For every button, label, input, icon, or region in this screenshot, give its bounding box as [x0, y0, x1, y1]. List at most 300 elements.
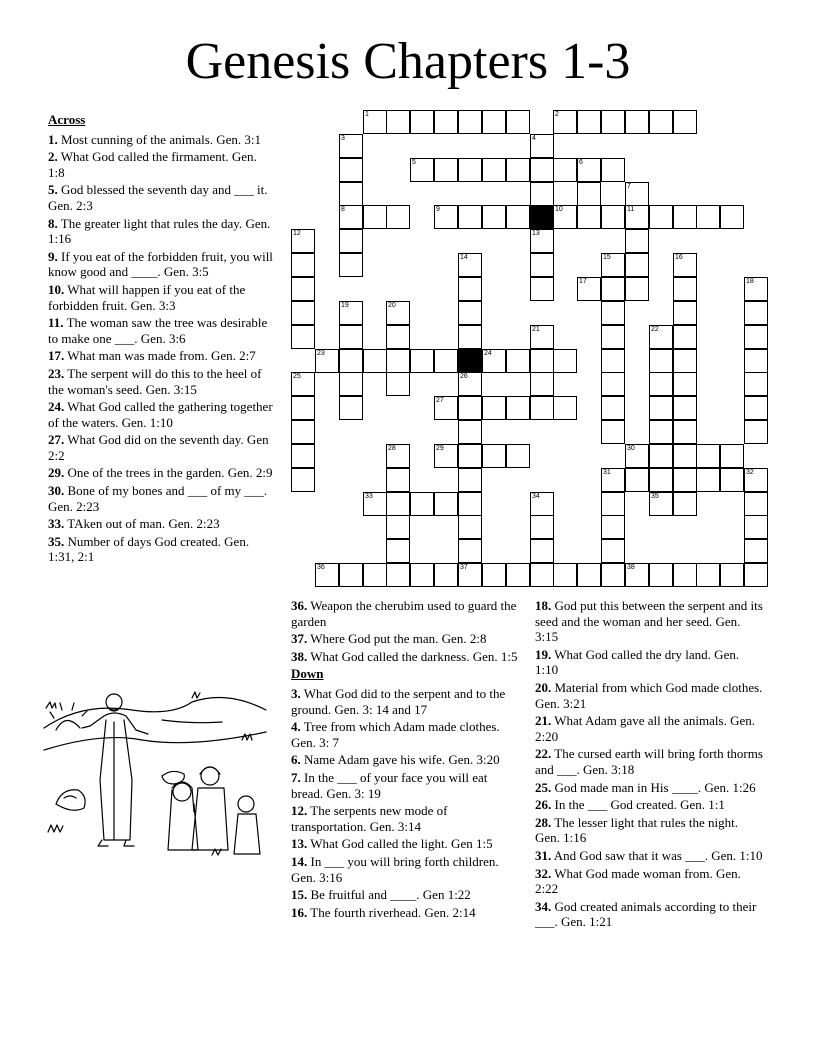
crossword-cell[interactable] — [339, 325, 363, 349]
crossword-cell[interactable] — [744, 468, 768, 492]
crossword-cell[interactable] — [530, 134, 554, 158]
crossword-cell[interactable] — [434, 158, 458, 182]
crossword-cell[interactable] — [673, 205, 697, 229]
crossword-cell[interactable] — [458, 444, 482, 468]
crossword-cell[interactable] — [601, 325, 625, 349]
crossword-cell[interactable] — [673, 444, 697, 468]
crossword-cell[interactable] — [386, 515, 410, 539]
cell-number: 30 — [627, 445, 635, 452]
clue-item — [48, 216, 276, 247]
crossword-cell[interactable] — [291, 396, 315, 420]
clue-item — [291, 905, 519, 921]
clue-number: 16. — [291, 904, 308, 920]
crossword-cell[interactable] — [577, 563, 601, 587]
clue-number: 33. — [48, 516, 65, 532]
crossword-cell[interactable] — [625, 277, 649, 301]
crossword-cell[interactable] — [720, 444, 744, 468]
crossword-cell[interactable] — [506, 563, 530, 587]
clue-text: The lesser light that rules the night. Gen. 1:16 — [535, 814, 739, 846]
crossword-cell[interactable] — [601, 563, 625, 587]
crossword-cell[interactable] — [291, 372, 315, 396]
crossword-cell[interactable] — [458, 492, 482, 516]
crossword-cell[interactable] — [601, 539, 625, 563]
crossword-cell[interactable] — [291, 301, 315, 325]
crossword-cell[interactable] — [530, 253, 554, 277]
clue-number: 32. — [535, 865, 552, 881]
crossword-cell[interactable] — [553, 396, 577, 420]
crossword-cell[interactable] — [482, 563, 506, 587]
clue-item — [535, 598, 763, 645]
across-list — [48, 132, 276, 565]
crossword-cell[interactable] — [649, 325, 673, 349]
crossword-cell[interactable] — [530, 182, 554, 206]
cell-number: 11 — [627, 206, 635, 213]
crossword-cell[interactable] — [458, 110, 482, 134]
crossword-cell[interactable] — [482, 444, 506, 468]
clue-number: 3. — [291, 685, 301, 701]
cell-number: 15 — [603, 254, 611, 261]
clue-text: The serpents new mode of transportation. Gen. 3:14 — [291, 803, 448, 834]
clue-number: 24. — [48, 399, 65, 415]
page-title: Genesis Chapters 1-3 — [185, 33, 631, 90]
cell-number: 19 — [341, 302, 349, 309]
crossword-cell[interactable] — [649, 420, 673, 444]
crossword-cell[interactable] — [625, 563, 649, 587]
crossword-cell[interactable] — [458, 158, 482, 182]
crossword-cell[interactable] — [410, 492, 434, 516]
clue-item — [535, 866, 763, 897]
cell-number: 2 — [555, 111, 559, 118]
crossword-cell[interactable] — [601, 420, 625, 444]
clue-item — [535, 797, 763, 813]
clue-item — [48, 432, 276, 463]
crossword-cell[interactable] — [530, 158, 554, 182]
clue-text: The serpent will do this to the heel of the woman's seed. Gen. 3:15 — [48, 365, 262, 397]
crossword-cell[interactable] — [649, 349, 673, 373]
clue-item — [535, 780, 763, 796]
crossword-cell[interactable] — [577, 182, 601, 206]
crossword-cell[interactable] — [482, 158, 506, 182]
crossword-cell[interactable] — [744, 515, 768, 539]
crossword-cell[interactable] — [363, 110, 387, 134]
cell-number: 27 — [436, 397, 444, 404]
cell-number: 4 — [532, 135, 536, 142]
crossword-cell[interactable] — [744, 372, 768, 396]
crossword-cell[interactable] — [458, 277, 482, 301]
crossword-cell[interactable] — [673, 325, 697, 349]
clue-number: 25. — [535, 779, 552, 795]
clue-number: 17. — [48, 348, 65, 364]
crossword-cell[interactable] — [673, 253, 697, 277]
crossword-cell[interactable] — [458, 205, 482, 229]
crossword-cell[interactable] — [744, 539, 768, 563]
clue-text: What man was made from. Gen. 2:7 — [67, 348, 256, 364]
clue-item — [48, 348, 276, 364]
crossword-cell[interactable] — [339, 205, 363, 229]
clue-number: 37. — [291, 631, 308, 647]
crossword-cell[interactable] — [696, 444, 720, 468]
cell-number: 1 — [365, 111, 369, 118]
crossword-cell[interactable] — [506, 349, 530, 373]
crossword-cell[interactable] — [530, 229, 554, 253]
clue-text: Where God put the man. Gen. 2:8 — [310, 631, 487, 647]
clue-number: 19. — [535, 646, 552, 662]
crossword-cell[interactable] — [434, 492, 458, 516]
clue-text: And God saw that it was ___. Gen. 1:10 — [553, 847, 763, 863]
crossword-cell[interactable] — [530, 349, 554, 373]
cell-number: 21 — [532, 326, 540, 333]
crossword-cell[interactable] — [601, 158, 625, 182]
crossword-cell[interactable] — [386, 468, 410, 492]
crossword-cell[interactable] — [339, 349, 363, 373]
crossword-cell[interactable] — [482, 110, 506, 134]
clue-number: 34. — [535, 898, 552, 914]
crossword-cell[interactable] — [458, 515, 482, 539]
crossword-cell[interactable] — [673, 301, 697, 325]
crossword-cell[interactable] — [530, 325, 554, 349]
cell-number: 3 — [341, 135, 345, 142]
crossword-cell[interactable] — [673, 563, 697, 587]
crossword-cell[interactable] — [363, 563, 387, 587]
crossword-cell[interactable] — [744, 349, 768, 373]
crossword-cell[interactable] — [744, 492, 768, 516]
clue-text: Bone of my bones and ___ of my ___. Gen. 2:23 — [48, 483, 268, 514]
clue-item — [48, 399, 276, 430]
crossword-cell[interactable] — [744, 277, 768, 301]
clue-text: What Adam gave all the animals. Gen. 2:20 — [535, 713, 755, 744]
crossword-cell[interactable] — [458, 539, 482, 563]
crossword-cell[interactable] — [458, 301, 482, 325]
crossword-cell[interactable] — [339, 158, 363, 182]
crossword-cell[interactable] — [744, 301, 768, 325]
crossword-cell[interactable] — [291, 420, 315, 444]
clue-item — [535, 848, 763, 864]
crossword-cell[interactable] — [625, 182, 649, 206]
crossword-cell[interactable] — [601, 515, 625, 539]
cell-number: 26 — [460, 373, 468, 380]
crossword-cell[interactable] — [673, 110, 697, 134]
crossword-cell[interactable] — [625, 205, 649, 229]
crossword-cell[interactable] — [386, 325, 410, 349]
crossword-cell[interactable] — [386, 492, 410, 516]
clue-text: One of the trees in the garden. Gen. 2:9 — [67, 465, 273, 481]
clue-number: 20. — [535, 679, 552, 695]
clue-item — [535, 680, 763, 711]
crossword-cell[interactable] — [601, 492, 625, 516]
crossword-cell[interactable] — [506, 110, 530, 134]
crossword-cell[interactable] — [482, 349, 506, 373]
crossword-cell[interactable] — [530, 396, 554, 420]
crossword-cell[interactable] — [386, 372, 410, 396]
across-list-continued — [291, 598, 519, 664]
right-clues — [535, 598, 763, 932]
clue-number: 7. — [291, 769, 301, 785]
crossword-cell[interactable] — [553, 563, 577, 587]
crossword-cell[interactable] — [506, 158, 530, 182]
crossword-cell[interactable] — [625, 444, 649, 468]
cell-number: 16 — [675, 254, 683, 261]
clue-text: Be fruitful and ____. Gen 1:22 — [310, 887, 471, 903]
crossword-cell[interactable] — [625, 229, 649, 253]
clue-number: 36. — [291, 598, 308, 613]
crossword-cell[interactable] — [649, 563, 673, 587]
crossword-cell[interactable] — [601, 205, 625, 229]
clue-number: 1. — [48, 131, 58, 147]
crossword-cell[interactable] — [601, 349, 625, 373]
clue-number: 11. — [48, 315, 64, 331]
crossword-cell[interactable] — [482, 396, 506, 420]
crossword-cell[interactable] — [506, 205, 530, 229]
crossword-cell[interactable] — [673, 349, 697, 373]
crossword-cell[interactable] — [530, 539, 554, 563]
cell-number: 20 — [388, 302, 396, 309]
clue-item — [48, 282, 276, 313]
crossword-cell[interactable] — [649, 468, 673, 492]
crossword-cell[interactable] — [744, 563, 768, 587]
crossword-cell[interactable] — [720, 563, 744, 587]
cell-number: 8 — [341, 206, 345, 213]
crossword-cell[interactable] — [673, 420, 697, 444]
crossword-cell[interactable] — [553, 205, 577, 229]
clue-item — [48, 483, 276, 514]
crossword-cell[interactable] — [291, 253, 315, 277]
clue-number: 4. — [291, 719, 301, 735]
crossword-cell[interactable] — [649, 205, 673, 229]
crossword-cell[interactable] — [673, 492, 697, 516]
crossword-cell[interactable] — [649, 372, 673, 396]
clue-item — [48, 534, 276, 565]
crossword-cell[interactable] — [601, 301, 625, 325]
down-list-continued — [535, 598, 763, 930]
crossword-cell[interactable] — [530, 372, 554, 396]
crossword-cell[interactable] — [601, 396, 625, 420]
clue-text: The cursed earth will bring forth thorms and ___. Gen. 3:18 — [535, 746, 763, 777]
clue-item — [291, 752, 519, 768]
clue-text: Weapon the cherubim used to guard the garden — [291, 598, 517, 629]
clue-text: The woman saw the tree was desirable to make one ___. Gen. 3:6 — [48, 315, 268, 346]
crossword-cell[interactable] — [386, 205, 410, 229]
crossword-cell[interactable] — [339, 396, 363, 420]
crossword-cell[interactable] — [577, 277, 601, 301]
crossword-cell[interactable] — [649, 396, 673, 420]
crossword-cell[interactable] — [696, 205, 720, 229]
crossword-cell[interactable] — [744, 325, 768, 349]
clue-number: 2. — [48, 149, 58, 165]
crossword-cell[interactable] — [291, 229, 315, 253]
clue-item — [48, 182, 276, 213]
crossword-cell[interactable] — [363, 349, 387, 373]
crossword-cell[interactable] — [386, 539, 410, 563]
cell-number: 17 — [579, 278, 587, 285]
crossword-cell[interactable] — [744, 396, 768, 420]
crossword-cell[interactable] — [506, 444, 530, 468]
crossword-cell[interactable] — [696, 468, 720, 492]
crossword-cell[interactable] — [339, 134, 363, 158]
crossword-cell[interactable] — [291, 325, 315, 349]
cell-number: 14 — [460, 254, 468, 261]
clue-text: TAken out of man. Gen. 2:23 — [67, 516, 220, 532]
down-heading: Down — [291, 666, 324, 682]
crossword-cell[interactable] — [386, 563, 410, 587]
cell-number: 5 — [412, 159, 416, 166]
crossword-cell[interactable] — [291, 277, 315, 301]
across-heading: Across — [48, 112, 86, 127]
clue-text: Tree from which Adam made clothes. Gen. 3: 7 — [291, 719, 500, 750]
crossword-cell[interactable] — [339, 182, 363, 206]
clue-item — [535, 647, 763, 678]
clue-item — [291, 854, 519, 885]
crossword-cell[interactable] — [649, 492, 673, 516]
crossword-cell[interactable] — [530, 563, 554, 587]
crossword-cell[interactable] — [458, 420, 482, 444]
clue-item — [48, 516, 276, 532]
crossword-cell[interactable] — [553, 349, 577, 373]
crossword-cell[interactable] — [673, 372, 697, 396]
clue-text: What God made woman from. Gen. 2:22 — [535, 865, 741, 897]
crossword-cell[interactable] — [434, 349, 458, 373]
jesus-teaching-children-drawing — [42, 680, 268, 862]
middle-clues — [291, 598, 519, 922]
crossword-cell[interactable] — [410, 158, 434, 182]
clue-text: Number of days God created. Gen. 1:31, 2:1 — [48, 533, 250, 565]
clue-number: 14. — [291, 853, 308, 869]
crossword-cell[interactable] — [339, 563, 363, 587]
crossword-cell[interactable] — [673, 277, 697, 301]
clue-text: What God did on the seventh day. Gen 2:2 — [48, 432, 269, 463]
crossword-cell[interactable] — [553, 110, 577, 134]
crossword-cell[interactable] — [386, 301, 410, 325]
clue-item — [291, 887, 519, 903]
cell-number: 33 — [365, 493, 373, 500]
crossword-cell[interactable] — [458, 253, 482, 277]
crossword-cell[interactable] — [291, 468, 315, 492]
crossword-cell[interactable] — [458, 396, 482, 420]
crossword-black-cell — [530, 205, 554, 229]
crossword-cell[interactable] — [696, 563, 720, 587]
crossword-cell[interactable] — [625, 110, 649, 134]
crossword-cell[interactable] — [649, 444, 673, 468]
clue-number: 28. — [535, 814, 552, 830]
cell-number: 32 — [746, 469, 754, 476]
clue-number: 15. — [291, 887, 308, 903]
clue-item — [48, 315, 276, 346]
crossword-cell[interactable] — [601, 372, 625, 396]
clue-item — [291, 836, 519, 852]
crossword-cell[interactable] — [673, 396, 697, 420]
crossword-cell[interactable] — [291, 444, 315, 468]
clue-number: 22. — [535, 746, 552, 762]
crossword-cell[interactable] — [673, 468, 697, 492]
crossword-cell[interactable] — [386, 349, 410, 373]
clue-item — [291, 686, 519, 717]
crossword-cell[interactable] — [744, 420, 768, 444]
clue-text: What God called the gathering together of the waters. Gen. 1:10 — [48, 399, 273, 430]
crossword-cell[interactable] — [601, 253, 625, 277]
clue-number: 6. — [291, 752, 301, 768]
crossword-cell[interactable] — [410, 349, 434, 373]
crossword-cell[interactable] — [482, 205, 506, 229]
cell-number: 34 — [532, 493, 540, 500]
clue-item — [291, 649, 519, 665]
crossword-cell[interactable] — [530, 492, 554, 516]
crossword-cell[interactable] — [601, 110, 625, 134]
crossword-cell[interactable] — [458, 372, 482, 396]
clue-number: 27. — [48, 432, 65, 448]
cell-number: 35 — [651, 493, 659, 500]
crossword-cell[interactable] — [363, 205, 387, 229]
clue-text: The greater light that rules the day. Gen. 1:16 — [48, 215, 271, 247]
crossword-cell[interactable] — [577, 158, 601, 182]
crossword-cell[interactable] — [458, 563, 482, 587]
clue-item — [535, 746, 763, 777]
clue-text: In the ___ of your face you will eat bread. Gen. 3: 19 — [291, 769, 488, 801]
crossword-cell[interactable] — [601, 277, 625, 301]
clue-item — [48, 366, 276, 397]
crossword-grid — [291, 110, 768, 590]
crossword-cell[interactable] — [720, 468, 744, 492]
crossword-cell[interactable] — [339, 301, 363, 325]
crossword-cell[interactable] — [339, 372, 363, 396]
crossword-cell[interactable] — [625, 468, 649, 492]
clue-number: 10. — [48, 281, 65, 297]
cell-number: 12 — [293, 230, 301, 237]
crossword-black-cell — [458, 349, 482, 373]
crossword-cell[interactable] — [386, 110, 410, 134]
crossword-cell[interactable] — [625, 253, 649, 277]
crossword-cell[interactable] — [530, 515, 554, 539]
cell-number: 7 — [627, 183, 631, 190]
crossword-cell[interactable] — [601, 468, 625, 492]
cell-number: 9 — [436, 206, 440, 213]
clue-text: Most cunning of the animals. Gen. 3:1 — [61, 131, 262, 147]
clue-item — [48, 249, 276, 280]
crossword-cell[interactable] — [577, 110, 601, 134]
clue-item — [535, 815, 763, 846]
clue-text: In ___ you will bring forth children. Gen. 3:16 — [291, 853, 499, 885]
crossword-cell[interactable] — [649, 110, 673, 134]
crossword-cell[interactable] — [363, 492, 387, 516]
crossword-cell[interactable] — [434, 110, 458, 134]
crossword-cell[interactable] — [434, 444, 458, 468]
crossword-cell[interactable] — [410, 110, 434, 134]
clue-item — [291, 803, 519, 834]
crossword-cell[interactable] — [720, 205, 744, 229]
clue-text: What will happen if you eat of the forbidden fruit. Gen. 3:3 — [48, 281, 246, 313]
crossword-cell[interactable] — [434, 205, 458, 229]
crossword-cell[interactable] — [315, 349, 339, 373]
clue-number: 35. — [48, 533, 65, 549]
down-list — [291, 686, 519, 920]
crossword-cell[interactable] — [339, 253, 363, 277]
clue-item — [291, 719, 519, 750]
crossword-cell[interactable] — [530, 277, 554, 301]
crossword-cell[interactable] — [434, 396, 458, 420]
crossword-cell[interactable] — [434, 563, 458, 587]
clue-number: 30. — [48, 483, 65, 499]
clue-item — [48, 465, 276, 481]
crossword-cell[interactable] — [577, 205, 601, 229]
cell-number: 29 — [436, 445, 444, 452]
crossword-cell[interactable] — [315, 563, 339, 587]
crossword-cell[interactable] — [458, 468, 482, 492]
clue-item — [291, 598, 519, 629]
crossword-cell[interactable] — [410, 563, 434, 587]
crossword-cell[interactable] — [458, 325, 482, 349]
crossword-cell[interactable] — [506, 396, 530, 420]
crossword-cell[interactable] — [386, 444, 410, 468]
crossword-cell[interactable] — [553, 158, 577, 182]
crossword-cell[interactable] — [339, 229, 363, 253]
